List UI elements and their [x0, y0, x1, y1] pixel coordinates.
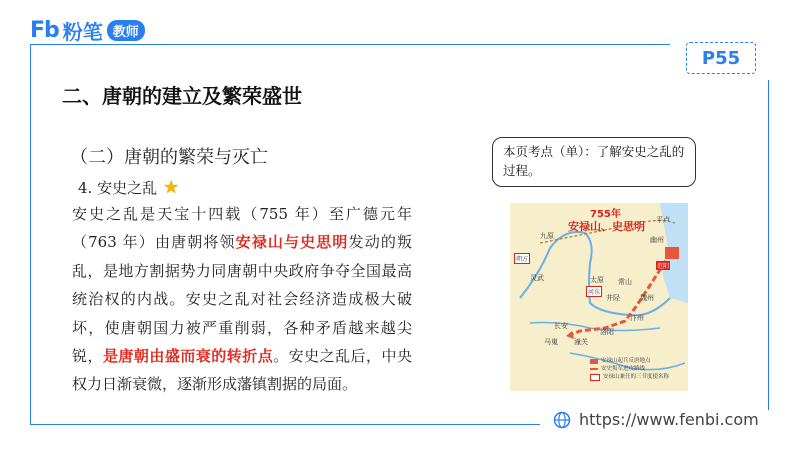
paragraph-part3: 。安史之乱后，中央权力日渐衰微，逐渐形成藩镇割据的局面。 — [72, 347, 412, 394]
item-heading — [78, 177, 179, 198]
page-number-badge: P55 — [686, 42, 756, 74]
map-title: 安禄山、史思明 — [568, 220, 645, 233]
brand-name: 粉笔 — [62, 19, 103, 44]
highlight-turning-point: 是唐朝由盛而衰的转折点 — [102, 347, 274, 366]
paragraph-part1: 安史之乱是天宝十四载（755 年）至广德元年（763 年）由唐朝将领 — [72, 205, 412, 252]
brand-mark: Fb — [30, 17, 59, 43]
map-label-taiyuan: 太原 — [590, 276, 604, 284]
website-row — [553, 410, 759, 429]
map-label-shuofang: 朔方 — [514, 253, 530, 264]
map-label-hedong: 河东 — [586, 286, 602, 297]
brand-badge: 教师 — [107, 20, 145, 41]
rebellion-map — [510, 203, 688, 391]
exam-point-callout: 本页考点（单）：了解安史之乱的过程。 — [492, 137, 696, 187]
map-label-lingwu: 灵武 — [530, 274, 544, 282]
legend-swatch-route — [590, 368, 598, 370]
map-legend — [590, 357, 686, 381]
star-icon: ★ — [163, 177, 180, 198]
paragraph — [72, 200, 412, 399]
map-label-pingji: 平卢 — [656, 216, 670, 224]
frame-left-line — [30, 44, 31, 424]
map-year: 755年 — [590, 209, 621, 220]
item-heading-text: 4. 安史之乱 — [78, 179, 158, 197]
map-legend-item — [590, 357, 686, 365]
website-link[interactable]: https://www.fenbi.com — [579, 410, 759, 429]
map-label-mawei: 马嵬 — [544, 338, 558, 346]
highlight-rebels: 安禄山与史思明 — [235, 233, 349, 252]
map-label-youzhou: 幽州 — [650, 236, 664, 244]
map-legend-item — [590, 365, 686, 373]
map-label-weizhou: 魏州 — [640, 294, 654, 302]
legend-label-route: 安史叛军进攻路线 — [601, 366, 646, 372]
legend-swatch-commands — [590, 374, 600, 381]
brand-logo — [30, 16, 145, 44]
paragraph-part2: 发动的叛乱，是地方割据势力同唐朝中央政府争夺全国最高统治权的内战。安史之乱对社会经济造成极大破坏，使唐朝国力被严重削弱，各种矛盾越来越尖锐， — [72, 233, 412, 366]
map-label-bianzhou: 汴州 — [630, 314, 644, 322]
map-label-jiuyuan: 九原 — [540, 232, 554, 240]
legend-swatch-start — [590, 359, 598, 364]
frame-right-line — [768, 80, 769, 410]
legend-label-commands: 安禄山兼任的三节度使名称 — [603, 374, 670, 380]
map-label-changan: 长安 — [554, 322, 568, 330]
map-label-changshan: 常山 — [618, 278, 632, 286]
map-start-marker — [665, 247, 679, 259]
section-title: 二、唐朝的建立及繁荣盛世 — [62, 84, 302, 108]
map-label-jingxing: 井陉 — [606, 294, 620, 302]
map-label-luoyang: 洛阳 — [600, 328, 614, 336]
frame-bottom-line — [30, 424, 540, 425]
map-legend-item — [590, 373, 686, 381]
map-label-tongguan: 潼关 — [574, 338, 588, 346]
legend-label-start: 安禄山起兵反唐地点 — [601, 358, 651, 364]
globe-icon — [553, 411, 571, 429]
subsection-title: （二）唐朝的繁荣与灭亡 — [70, 147, 268, 168]
frame-top-line — [30, 44, 670, 45]
map-label-fanyang: 范阳 — [657, 263, 670, 270]
